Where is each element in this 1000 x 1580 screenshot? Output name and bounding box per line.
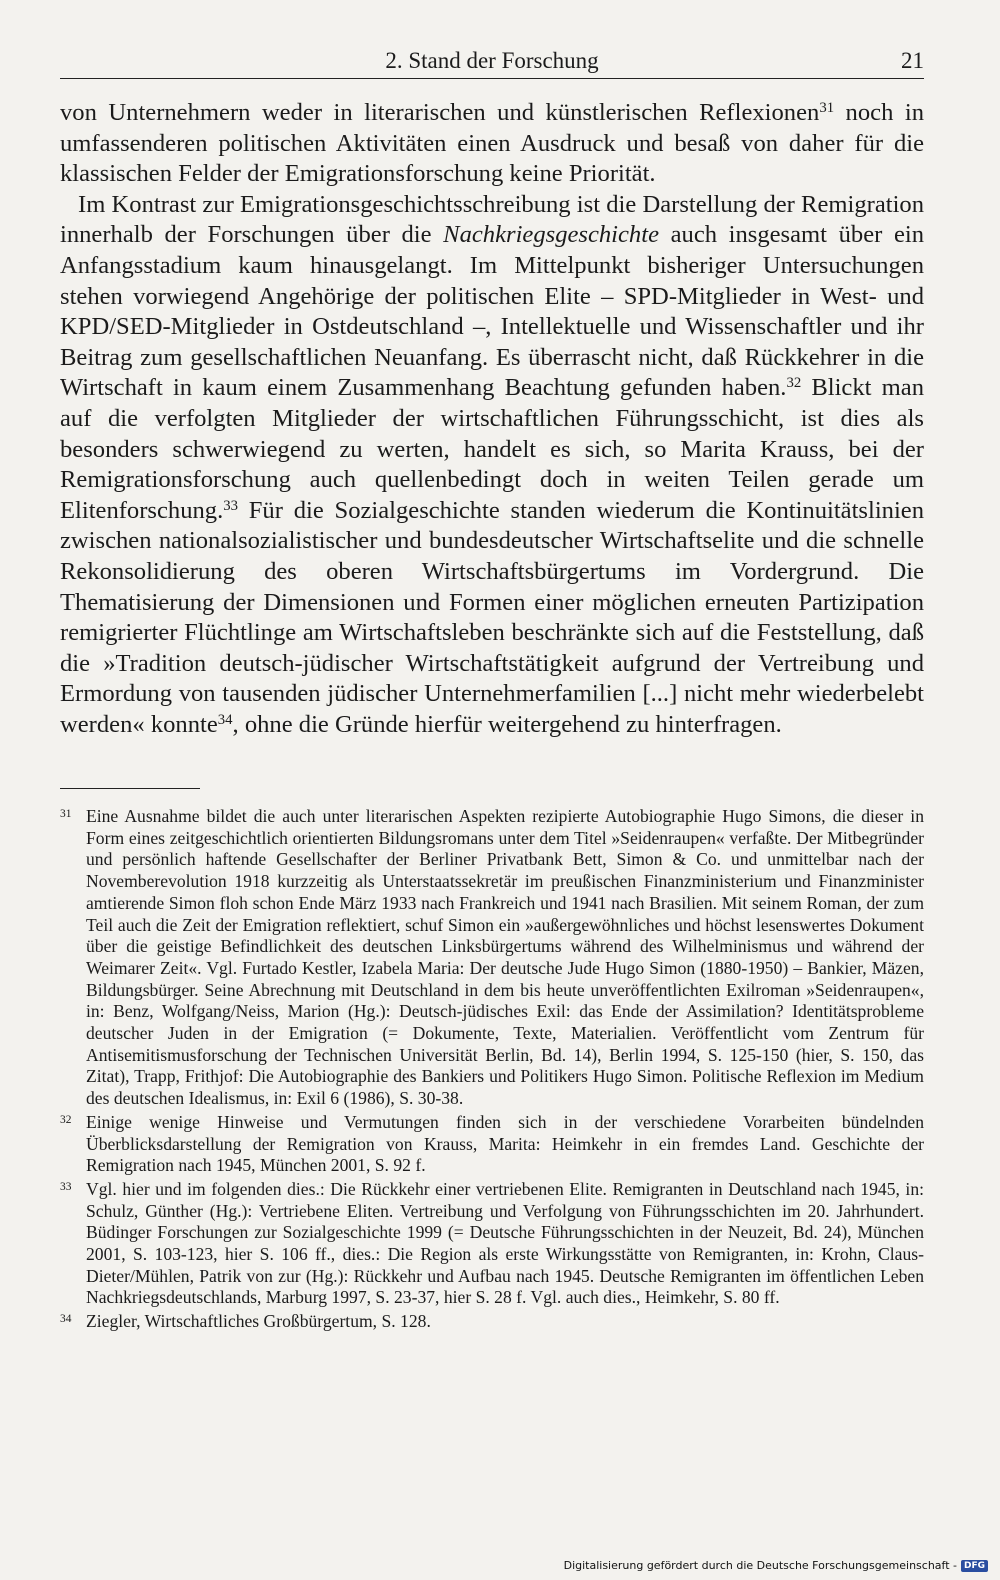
- footnote-number: 32: [60, 1113, 72, 1126]
- header-rule: [60, 78, 924, 79]
- paragraph-2: Im Kontrast zur Emigrationsgeschichtsschreibung ist die Darstellung der Remigration innerhalb der Forschungen über die Nachkriegsgeschichte auch insgesamt über ein Anfangsstadium kaum hinausgelangt. Im Mittelpunkt bisheriger Untersuchungen stehen vorwiegend Angehörige der politischen Elite – SPD-Mitglieder in West- und KPD/SED-Mitglieder in Ostdeutschland –, Intellektuelle und Wissenschaftler und ihr Beitrag zum gesellschaftlichen Neuanfang. Es überrascht nicht, daß Rückkehrer in die Wirtschaft in kaum einem Zusammenhang Beachtung gefunden haben.$^{32}$ Blickt man auf die verfolgten Mitglieder der wirtschaftlichen Führungsschicht, ist dies als besonders schwerwiegend zu werten, handelt es sich, so Marita Krauss, bei der Remigrationsforschung auch quellenbedingt doch in weiten Teilen gerade um Elitenforschung.$^{33}$ Für die Sozialgeschichte standen wiederum die Kontinuitätslinien zwischen nationalsozialistischer und bundesdeutscher Wirtschaftselite und die schnelle Rekonsolidierung des oberen Wirtschaftsbürgertums im Vordergrund. Die Thematisierung der Dimensionen und Formen einer möglichen erneuten Partizipation remigrierter Flüchtlinge am Wirtschaftsleben beschränkte sich auf die Feststellung, daß die »Tradition deutsch-jüdischer Wirtschaftstätigkeit aufgrund der Vertreibung und Ermordung von tausenden jüdischer Unternehmerfamilien [...] nicht mehr wiederbelebt werden« konnte$^{34}$, ohne die Gründe hierfür weitergehend zu hinterfragen.: [60, 190, 924, 738]
- footnote-text: Einige wenige Hinweise und Vermutungen finden sich in der verschiedene Vorarbeiten bündelnden Überblicksdarstellung der Remigration von Krauss, Marita: Heimkehr in ein fremdes Land. Geschichte der Remigration nach 1945, München 2001, S. 92 f.: [86, 1111, 924, 1176]
- footnote-ref-31: 31: [819, 99, 835, 116]
- digitization-credit: [564, 1559, 988, 1572]
- page-header: [60, 48, 924, 78]
- footnote-32: [60, 1112, 924, 1177]
- paragraph-1: von Unternehmern weder in literarischen und künstlerischen Reflexionen$^{31}$ noch in umfassenderen politischen Aktivitäten einen Ausdruck und besaß von daher für die klassischen Felder der Emigrationsforschung keine Priorität.: [60, 99, 924, 188]
- footnote-ref-33: 33: [223, 497, 238, 514]
- footnote-34: [60, 1311, 924, 1333]
- footnote-number: 33: [60, 1180, 72, 1193]
- body-text: [60, 98, 924, 740]
- page-number: 21: [901, 48, 924, 73]
- footnote-number: 31: [60, 808, 72, 820]
- footnote-number: 34: [60, 1313, 72, 1326]
- footnote-33: [60, 1179, 924, 1309]
- emphasis: Nachkriegsgeschichte: [443, 221, 659, 249]
- running-title: 2. Stand der Forschung: [385, 48, 599, 73]
- credit-text: Digitalisierung gefördert durch die Deutsche Forschungsgemeinschaft -: [563, 1559, 957, 1572]
- footnote-text: Vgl. hier und im folgenden dies.: Die Rückkehr einer vertriebenen Elite. Remigranten in Deutschland nach 1945, in: Schulz, Günther (Hg.): Vertriebene Eliten. Vertreibung und Verfolgung von Führungsschichten im 20. Jahrhundert. Büdinger Forschungen zur Sozialgeschichte 1999 (= Deutsche Führungsschichten in der Neuzeit, Bd. 24), München 2001, S. 103-123, hier S. 106 ff., dies.: Die Region als erste Wirkungsstätte von Remigranten, in: Krohn, Claus-Dieter/Mühlen, Patrik von zur (Hg.): Rückkehr und Aufbau nach 1945. Deutsche Remigranten im öffentlichen Leben Nachkriegsdeutschlands, Marburg 1997, S. 23-37, hier S. 28 f. Vgl. auch dies., Heimkehr, S. 80 ff.: [86, 1178, 924, 1308]
- footnote-31: [60, 806, 924, 1110]
- footnote-rule: [60, 788, 200, 789]
- footnote-ref-34: 34: [217, 711, 233, 728]
- dfg-logo-icon: DFG: [961, 1560, 988, 1572]
- footnote-text: Eine Ausnahme bildet die auch unter literarischen Aspekten rezipierte Autobiographie Hugo Simons, die dieser in Form eines zeitgeschichtlich orientierten Bildungsromans unter dem Titel »Seidenraupen« verfaßte. Der Mitbegründer und persönlich haftende Gesellschafter der Berliner Privatbank Bett, Simon & Co. und unmittelbar nach der Novemberevolution 1918 kurzzeitig als Unterstaatssekretär im preußischen Finanzministerium und Finanzminister amtierende Simon floh schon Ende März 1933 nach Frankreich und 1941 nach Brasilien. Mit seinem Roman, der zum Teil auch die Zeit der Emigration reflektiert, schuf Simon ein »außergewöhnliches und höchst lesenswertes Dokument über die geistige Befindlichkeit des deutschen Linksbürgertums während des Wilhelminismus und während der Weimarer Zeit«. Vgl. Furtado Kestler, Izabela Maria: Der deutsche Jude Hugo Simon (1880-1950) – Bankier, Mäzen, Bildungsbürger. Seine Abrechnung mit Deutschland in dem bis heute unveröffentlichten Exilroman »Seidenraupen«, in: Benz, Wolfgang/Neiss, Marion (Hg.): Deutsch-jüdisches Exil: das Ende der Assimilation? Identitätsprobleme deutscher Juden in der Emigration (= Dokumente, Texte, Materialien. Veröffentlicht vom Zentrum für Antisemitismusforschung der Technischen Universität Berlin, Bd. 14), Berlin 1994, S. 125-150 (hier, S. 150, das Zitat), Trapp, Frithjof: Die Autobiographie des Bankiers und Politikers Hugo Simon. Politische Reflexion im Medium des deutschen Idealismus, in: Exil 6 (1986), S. 30-38.: [86, 806, 924, 1109]
- footnote-ref-32: 32: [786, 375, 802, 392]
- footnote-text: Ziegler, Wirtschaftliches Großbürgertum, S. 128.: [86, 1311, 431, 1332]
- footnotes: [60, 806, 924, 1335]
